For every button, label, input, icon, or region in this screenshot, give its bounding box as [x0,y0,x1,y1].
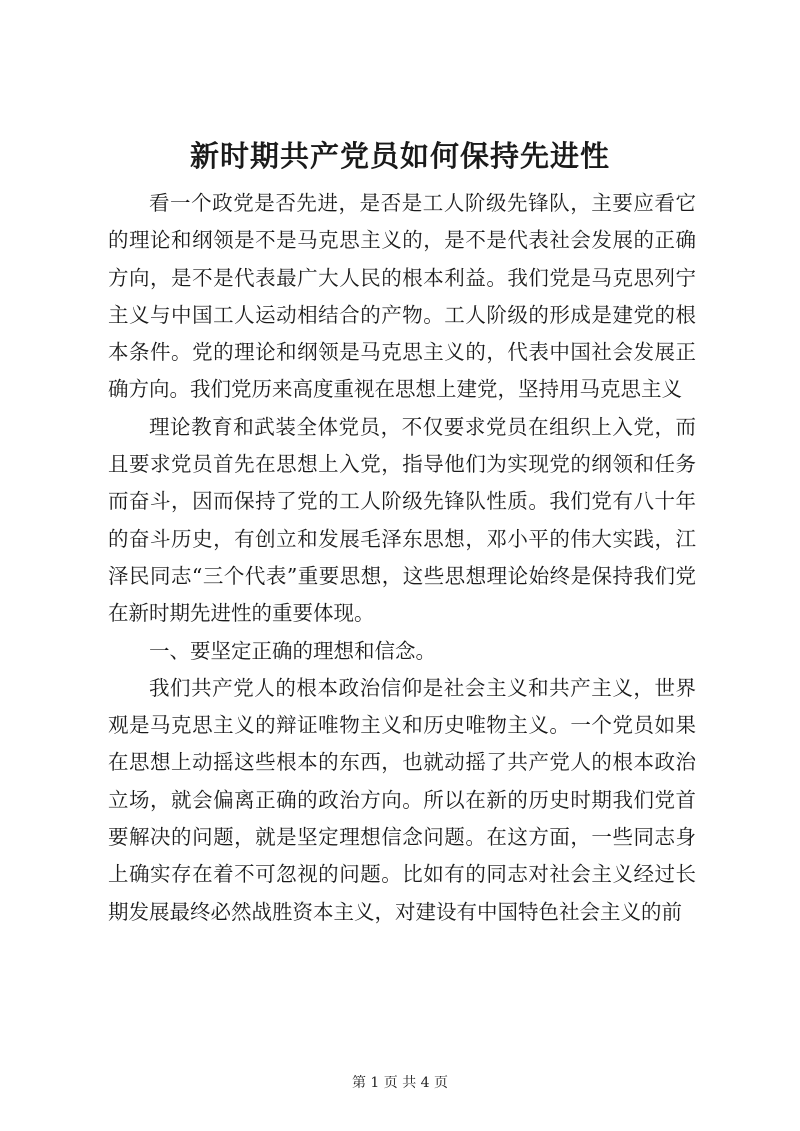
paragraph-3: 我们共产党人的根本政治信仰是社会主义和共产主义，世界观是马克思主义的辩证唯物主义和历史唯物主义。一个党员如果在思想上动摇这些根本的东西，也就动摇了共产党人的根本政治立场，就会偏离正确的政治方向。所以在新的历史时期我们党首要解决的问题，就是坚定理想信念问题。在这方面，一些同志身上确实存在着不可忽视的问题。比如有的同志对社会主义经过长期发展最终必然战胜资本主义，对建设有中国特色社会主义的前 [108,675,696,924]
page-footer: 第 1 页 共 4 页 [351,1075,449,1091]
document-title: 新时期共产党员如何保持先进性 [189,139,610,173]
document-body [108,185,696,931]
paragraph-2: 理论教育和武装全体党员，不仅要求党员在组织上入党，而且要求党员首先在思想上入党，指导他们为实现党的纲领和任务而奋斗，因而保持了党的工人阶级先锋队性质。我们党有八十年的奋斗历史，有创立和发展毛泽东思想，邓小平的伟大实践，江泽民同志“三个代表”重要思想，这些思想理论始终是保持我们党在新时期先进性的重要体现。 [108,414,696,626]
section-heading-1: 一、要坚定正确的理想和信念。 [149,638,436,663]
paragraph-1: 看一个政党是否先进，是否是工人阶级先锋队，主要应看它的理论和纲领是不是马克思主义的，是不是代表社会发展的正确方向，是不是代表最广大人民的根本利益。我们党是马克思列宁主义与中国工人运动相结合的产物。工人阶级的形成是建党的根本条件。党的理论和纲领是马克思主义的，代表中国社会发展正确方向。我们党历来高度重视在思想上建党，坚持用马克思主义 [108,191,696,402]
